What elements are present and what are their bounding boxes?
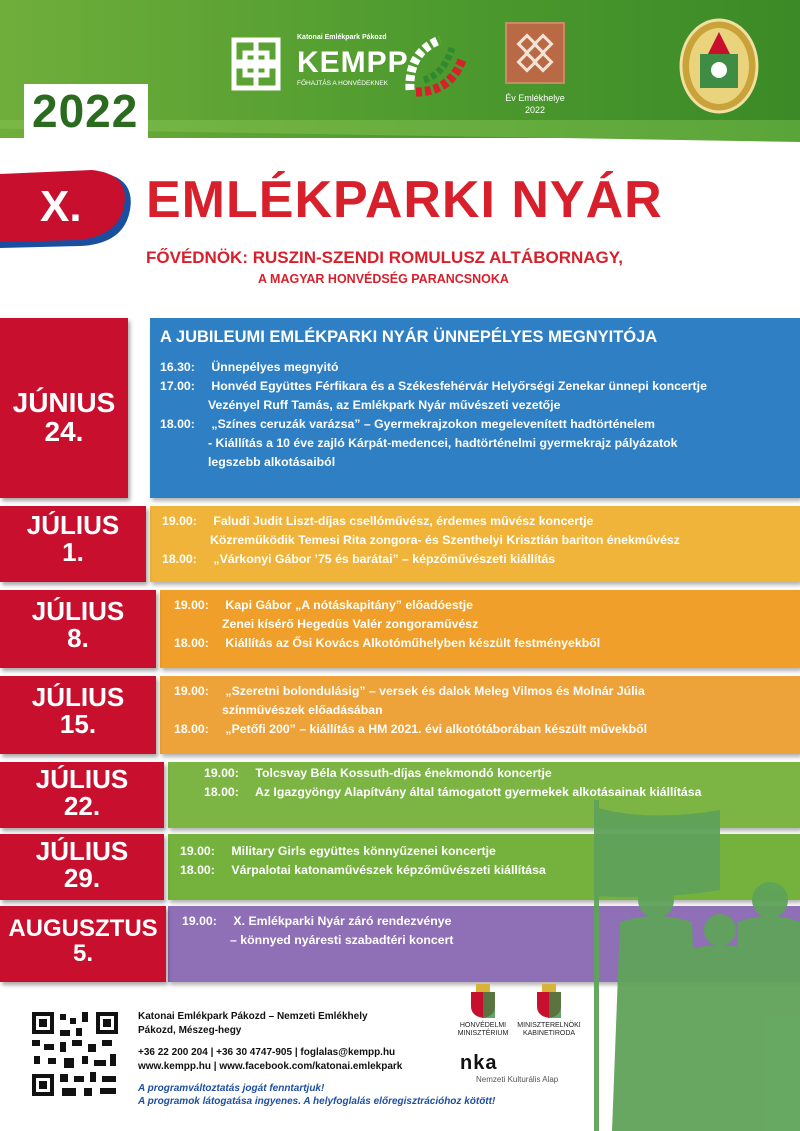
- program-line: [162, 531, 680, 550]
- event-date-box: [0, 762, 164, 828]
- kempp-tagline: FŐHAJTÁS A HONVÉDEKNEK: [297, 80, 389, 87]
- event-month: AUGUSZTUS: [8, 915, 158, 942]
- program-line: [160, 377, 707, 396]
- note-change: A programváltoztatás jogát fenntartjuk!: [138, 1083, 325, 1094]
- nka-name: Nemzeti Kulturális Alap: [476, 1075, 559, 1084]
- award-line1: Év Emlékhelye: [505, 93, 565, 103]
- footer-notes: [138, 1082, 495, 1108]
- note-free-entry: A programok látogatása ingyenes. A helyfoglalás előregisztrációhoz kötött!: [138, 1096, 496, 1107]
- program-line: [160, 358, 707, 377]
- program-text: Kiállítás az Ősi Kovács Alkotóműhelyben készült festményekből: [222, 636, 601, 650]
- program-line: [160, 396, 707, 415]
- program-text: X. Emlékparki Nyár záró rendezvénye: [230, 914, 452, 928]
- page-title: EMLÉKPARKI NYÁR: [146, 171, 663, 229]
- program-line: [160, 453, 707, 472]
- event-day: 29.: [63, 863, 101, 894]
- program-time: 18.00:: [160, 417, 195, 431]
- program-text: Zenei kísérő Hegedűs Valér zongoraművész: [222, 617, 479, 631]
- program-time: 19.00:: [204, 766, 239, 780]
- laurel-icon: [400, 32, 470, 102]
- pm-cabinet-line1: MINISZTERELNÖKI: [517, 1022, 581, 1029]
- event-day: 22.: [63, 791, 101, 822]
- program-text: Közreműködik Temesi Rita zongora- és Szenthelyi Krisztián bariton énekművész: [210, 533, 680, 547]
- event-day: 1.: [62, 537, 84, 568]
- program-time: 19.00:: [174, 684, 209, 698]
- event-row: [0, 590, 800, 668]
- program-time: 19.00:: [174, 598, 209, 612]
- hungarian-coat-of-arms-icon: [534, 982, 564, 1018]
- soldiers-silhouette-image: [570, 800, 800, 1131]
- event-date-box: [0, 318, 128, 498]
- program-text: Military Girls együttes könnyűzenei koncertje: [228, 844, 496, 858]
- event-day: 8.: [67, 623, 89, 654]
- program-text: legszebb alkotásaiból: [208, 455, 336, 469]
- program-line: [174, 701, 647, 720]
- program-line: [180, 842, 546, 861]
- program-text: Tolcsvay Béla Kossuth-díjas énekmondó koncertje: [252, 766, 552, 780]
- event-date-box: [0, 590, 156, 668]
- org-name: Katonai Emlékpark Pákozd – Nemzeti Emlékhely: [138, 1011, 368, 1022]
- kempp-small-text: Katonai Emlékpark Pákozd: [297, 34, 387, 41]
- event-program-lines: [204, 764, 701, 802]
- pm-cabinet-line2: KABINETIRODA: [522, 1030, 576, 1037]
- program-line: [162, 512, 680, 531]
- hungarian-coat-of-arms-icon: [468, 982, 498, 1018]
- event-month: JÚNIUS: [12, 387, 116, 418]
- program-time: 19.00:: [180, 844, 215, 858]
- event-program-lines: [180, 842, 546, 880]
- event-month: JÚLIUS: [31, 682, 125, 712]
- kempp-logo: [222, 26, 470, 106]
- program-text: Kapi Gábor „A nótáskapitány” előadóestje: [222, 598, 474, 612]
- program-text: Az Igazgyöngy Alapítvány által támogatott gyermekek alkotásainak kiállítása: [252, 785, 702, 799]
- program-text: Vezényel Ruff Tamás, az Emlékpark Nyár művészeti vezetője: [208, 398, 561, 412]
- award-knot-icon: [507, 24, 563, 82]
- event-content-box: [150, 506, 800, 582]
- award-line2: 2022: [524, 105, 546, 115]
- event-date-box: [0, 906, 166, 982]
- ministry-defence-line1: HONVÉDELMI: [459, 1022, 507, 1029]
- event-date: [0, 598, 156, 653]
- program-text: Várpalotai katonaművészek képzőművészeti kiállítása: [228, 863, 546, 877]
- event-program-lines: [160, 358, 707, 472]
- event-month: JÚLIUS: [26, 510, 120, 540]
- program-line: [162, 550, 680, 569]
- program-text: – könnyed nyáresti szabadtéri koncert: [230, 933, 454, 947]
- program-time: 19.00:: [182, 914, 217, 928]
- program-time: 18.00:: [174, 636, 209, 650]
- program-time: 18.00:: [162, 552, 197, 566]
- ministry-defence-line2: MINISZTÉRIUM: [457, 1030, 509, 1037]
- program-line: [160, 434, 707, 453]
- event-date: [0, 512, 146, 567]
- program-time: 17.00:: [160, 379, 195, 393]
- nka-logo: [460, 1052, 558, 1084]
- program-line: [174, 682, 647, 701]
- program-line: [174, 596, 600, 615]
- contact-phones: +36 22 200 204 | +36 30 4747-905 | foglalas@kempp.hu: [138, 1047, 396, 1058]
- patron-rank-line: A MAGYAR HONVÉDSÉG PARANCSNOKA: [258, 272, 509, 286]
- knot-icon: [222, 26, 292, 106]
- event-heading: A JUBILEUMI EMLÉKPARKI NYÁR ÜNNEPÉLYES MEGNYITÓJA: [160, 328, 658, 346]
- event-program-lines: [182, 912, 453, 950]
- program-text: „Petőfi 200” – kiállítás a HM 2021. évi alkotótáborában készült művekből: [222, 722, 648, 736]
- program-time: 18.00:: [180, 863, 215, 877]
- event-month: JÚLIUS: [35, 764, 129, 794]
- program-text: Ünnepélyes megnyitó: [208, 360, 339, 374]
- event-month: JÚLIUS: [35, 836, 129, 866]
- patron-line: FŐVÉDNÖK: RUSZIN-SZENDI ROMULUSZ ALTÁBORNAGY,: [146, 248, 623, 267]
- title-numeral: X.: [40, 182, 82, 231]
- event-date: [0, 388, 128, 447]
- program-text: „Várkonyi Gábor ’75 és barátai” – képzőművészeti kiállítás: [210, 552, 556, 566]
- event-date-box: [0, 834, 164, 900]
- award-text: [487, 92, 583, 116]
- award-logo: [505, 22, 565, 84]
- event-date-box: [0, 506, 146, 582]
- program-time: 18.00:: [174, 722, 209, 736]
- program-line: [160, 415, 707, 434]
- program-line: [180, 861, 546, 880]
- event-row: [0, 318, 800, 498]
- crest-icon: [678, 14, 760, 114]
- program-text: Faludi Judit Liszt-díjas csellóművész, érdemes művész koncertje: [210, 514, 594, 528]
- qr-code-image: [30, 1010, 120, 1098]
- event-date: [0, 684, 156, 739]
- program-text: színművészek előadásában: [222, 703, 383, 717]
- event-date: [0, 766, 164, 821]
- program-time: 19.00:: [162, 514, 197, 528]
- contact-spacer: [138, 1038, 402, 1046]
- event-content-box: [160, 590, 800, 668]
- program-text: Honvéd Együttes Férfikara és a Székesfehérvár Helyőrségi Zenekar ünnepi koncertje: [208, 379, 707, 393]
- program-text: „Szeretni bolondulásig” – versek és dalok Meleg Vilmos és Molnár Júlia: [222, 684, 645, 698]
- pm-cabinet-logo: [508, 1022, 590, 1038]
- program-time: 16.30:: [160, 360, 195, 374]
- program-time: 18.00:: [204, 785, 239, 799]
- event-date: [0, 838, 164, 893]
- contact-block: [138, 1010, 402, 1074]
- event-day: 15.: [59, 709, 97, 740]
- event-date-box: [0, 676, 156, 754]
- program-line: [182, 931, 453, 950]
- event-program-lines: [174, 682, 647, 739]
- event-date: [0, 916, 166, 966]
- year-label: 2022: [24, 84, 148, 138]
- program-text: „Színes ceruzák varázsa” – Gyermekrajzokon megelevenített hadtörténelem: [208, 417, 655, 431]
- program-line: [174, 720, 647, 739]
- org-address: Pákozd, Mészeg-hegy: [138, 1025, 242, 1036]
- event-row: [0, 676, 800, 754]
- event-row: [0, 506, 800, 582]
- program-line: [204, 764, 701, 783]
- program-line: [182, 912, 453, 931]
- event-month: JÚLIUS: [31, 596, 125, 626]
- event-program-lines: [162, 512, 680, 569]
- contact-web: www.kempp.hu | www.facebook.com/katonai.emlekpark: [138, 1061, 403, 1072]
- nka-mark: nka: [460, 1052, 498, 1074]
- program-line: [174, 634, 600, 653]
- program-text: - Kiállítás a 10 éve zajló Kárpát-medencei, hadtörténelmi gyermekrajz pályázatok: [208, 436, 678, 450]
- kempp-name: KEMPP: [297, 46, 409, 79]
- event-day: 5.: [72, 940, 93, 968]
- event-day: 24.: [44, 416, 84, 448]
- event-content-box: [160, 676, 800, 754]
- event-content-box: [150, 318, 800, 498]
- event-program-lines: [174, 596, 600, 653]
- program-line: [174, 615, 600, 634]
